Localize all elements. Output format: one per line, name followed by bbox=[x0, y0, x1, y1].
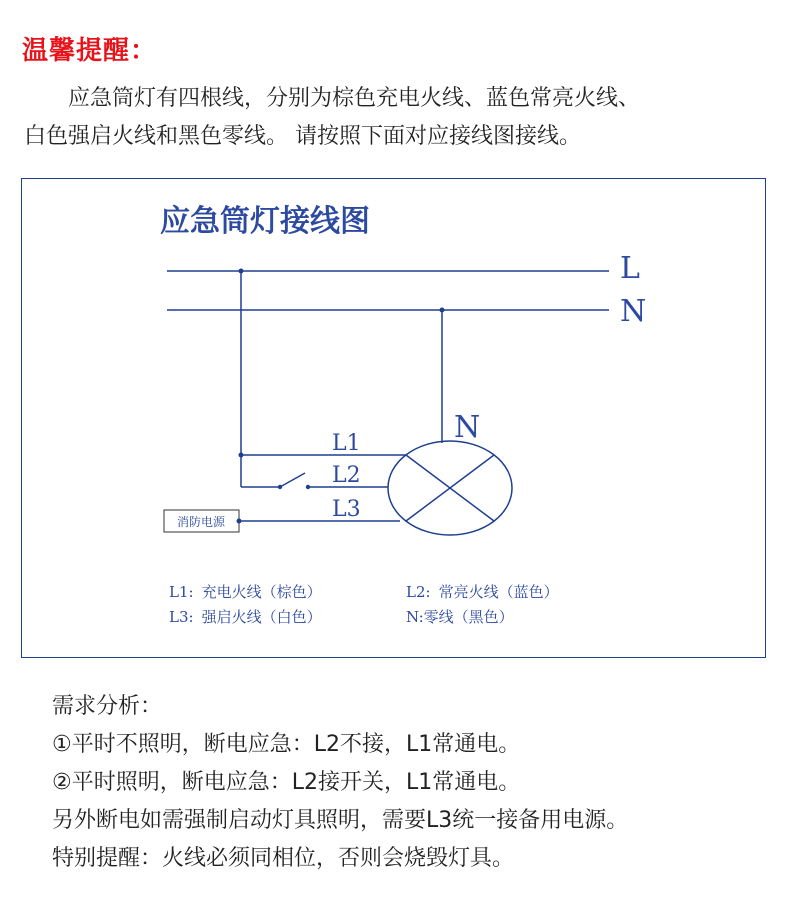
intro-paragraph bbox=[24, 80, 774, 156]
diagram-title: 应急筒灯接线图 bbox=[160, 204, 370, 239]
requirement-item-1: ①平时不照明，断电应急：L2不接，L1常通电。 bbox=[52, 732, 521, 757]
intro-line-1: 应急筒灯有四根线，分别为棕色充电火线、蓝色常亮火线、 bbox=[68, 86, 641, 111]
requirements-title: 需求分析： bbox=[52, 694, 163, 719]
l3-label: L3 bbox=[332, 497, 361, 522]
lamp-neutral-label: N bbox=[454, 410, 481, 445]
l1-label: L1 bbox=[332, 431, 361, 456]
intro-line-2: 白色强启火线和黑色零线。 请按照下面对应接线图接线。 bbox=[24, 124, 581, 149]
requirement-item-4: 特别提醒：火线必须同相位，否则会烧毁灯具。 bbox=[52, 846, 515, 871]
live-bus-label: L bbox=[620, 251, 640, 286]
switch-lever bbox=[280, 473, 305, 487]
neutral-bus-label: N bbox=[620, 294, 647, 329]
requirement-item-3: 另外断电如需强制启动灯具照明，需要L3统一接备用电源。 bbox=[52, 808, 629, 833]
legend-l2: L2: 常亮火线（蓝色） bbox=[406, 583, 559, 601]
wiring-diagram-frame bbox=[21, 178, 766, 658]
l2-label: L2 bbox=[332, 463, 361, 488]
legend-l1: L1: 充电火线（棕色） bbox=[169, 583, 322, 601]
wiring-diagram bbox=[22, 179, 767, 659]
legend-n: N:零线（黑色） bbox=[406, 608, 514, 626]
warm-reminder-heading: 温馨提醒： bbox=[22, 36, 158, 66]
requirement-item-2: ②平时照明，断电应急：L2接开关，L1常通电。 bbox=[52, 770, 521, 795]
fire-power-label: 消防电源 bbox=[176, 515, 226, 529]
requirements-section bbox=[52, 688, 772, 878]
legend-l3: L3: 强启火线（白色） bbox=[169, 608, 322, 626]
